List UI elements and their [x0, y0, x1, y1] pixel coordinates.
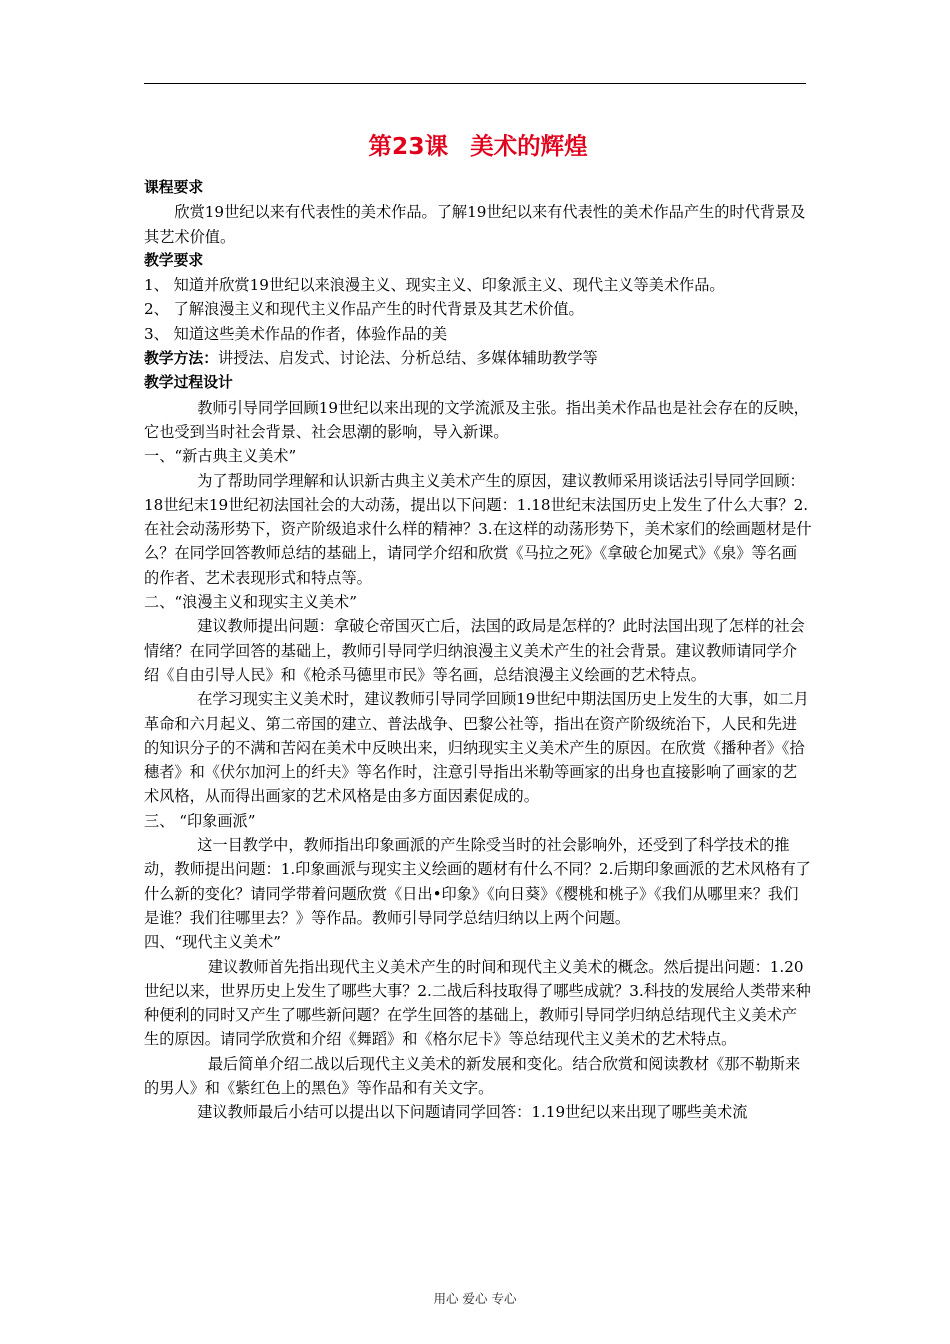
section-1-title: 一、“新古典主义美术” [144, 447, 297, 466]
document-body [144, 128, 812, 1125]
course-requirements-text: 欣赏19世纪以来有代表性的美术作品。了解19世纪以来有代表性的美术作品产生的时代背景及其艺术价值。 [144, 203, 806, 246]
teaching-methods-label: 教学方法： [144, 350, 218, 368]
section-3-paragraph: 这一目教学中，教师指出印象画派的产生除受当时的社会影响外，还受到了科学技术的推动，教师提出问题：1.印象画派与现实主义绘画的题材有什么不同？2.后期印象画派的艺术风格有了什么新的变化？请同学带着问题欣赏《日出•印象》《向日葵》《樱桃和桃子》《我们从哪里来？我们是谁？我们往哪里去？》等作品。教师引导同学总结归纳以上两个问题。 [144, 836, 811, 927]
process-intro: 教师引导同学回顾19世纪以来出现的文学流派及主张。指出美术作品也是社会存在的反映，它也受到当时社会背景、社会思潮的影响，导入新课。 [144, 398, 809, 441]
section-1-paragraph: 为了帮助同学理解和认识新古典主义美术产生的原因，建议教师采用谈话法引导同学回顾：18世纪末19世纪初法国社会的大动荡，提出以下问题：1.18世纪末法国历史上发生了什么大事？2.在社会动荡形势下，资产阶级追求什么样的精神？3.在这样的动荡形势下，美术家们的绘画题材是什么？在同学回答教师总结的基础上，请同学介绍和欣赏《马拉之死》《拿破仑加冕式》《泉》等名画的作者、艺术表现形式和特点等。 [144, 471, 812, 587]
closing-paragraph: 建议教师最后小结可以提出以下问题请同学回答：1.19世纪以来出现了哪些美术流 [197, 1103, 748, 1122]
teaching-requirement-item: 3、 知道这些美术作品的作者，体验作品的美 [144, 324, 448, 343]
page-title [144, 128, 812, 164]
section-4-paragraph-2: 最后简单介绍二战以后现代主义美术的新发展和变化。结合欣赏和阅读教材《那不勒斯来的男人》和《紫红色上的黑色》等作品和有关文字。 [144, 1054, 801, 1097]
section-2-paragraph-2: 在学习现实主义美术时，建议教师引导同学回顾19世纪中期法国历史上发生的大事，如二月革命和六月起义、第二帝国的建立、普法战争、巴黎公社等，指出在资产阶级统治下，人民和先进的知识分子的不满和苦闷在美术中反映出来，归纳现实主义美术产生的原因。在欣赏《播种者》《拾穗者》和《伏尔加河上的纤夫》等名作时，注意引导指出米勒等画家的出身也直接影响了画家的艺术风格，从而得出画家的艺术风格是由多方面因素促成的。 [144, 690, 809, 806]
header-rule [144, 83, 806, 84]
section-4-paragraph-1: 建议教师首先指出现代主义美术产生的时间和现代主义美术的概念。然后提出问题：1.20世纪以来，世界历史上发生了哪些大事？2.二战后科技取得了哪些成就？3.科技的发展给人类带来种种便利的同时又产生了哪些新问题？在学生回答的基础上，教师引导同学归纳总结现代主义美术产生的原因。请同学欣赏和介绍《舞蹈》和《格尔尼卡》等总结现代主义美术的艺术特点。 [144, 957, 811, 1049]
teaching-requirements-heading: 教学要求 [144, 251, 204, 269]
course-requirements-heading: 课程要求 [144, 179, 204, 196]
section-2-title: 二、“浪漫主义和现实主义美术” [144, 593, 357, 612]
page-footer: 用心 爱心 专心 [433, 1291, 517, 1306]
teaching-requirement-item: 2、 了解浪漫主义和现代主义作品产生的时代背景及其艺术价值。 [144, 300, 584, 319]
section-2-paragraph-1: 建议教师提出问题：拿破仑帝国灭亡后，法国的政局是怎样的？此时法国出现了怎样的社会情绪？在同学回答的基础上，教师引导同学归纳浪漫主义美术产生的社会背景。建议教师请同学介绍《自由引导人民》和《枪杀马德里市民》等名画，总结浪漫主义绘画的艺术特点。 [144, 617, 805, 684]
teaching-methods [144, 346, 812, 371]
teaching-requirement-item: 1、 知道并欣赏19世纪以来浪漫主义、现实主义、印象派主义、现代主义等美术作品。 [144, 276, 725, 295]
section-3-title: 三、 “印象画派” [144, 811, 256, 830]
section-4-title: 四、“现代主义美术” [144, 933, 282, 952]
lesson-number: 第23课 [368, 132, 449, 160]
process-heading: 教学过程设计 [144, 374, 233, 392]
teaching-methods-text: 讲授法、启发式、讨论法、分析总结、多媒体辅助教学等 [218, 349, 598, 368]
lesson-name: 美术的辉煌 [470, 132, 588, 160]
